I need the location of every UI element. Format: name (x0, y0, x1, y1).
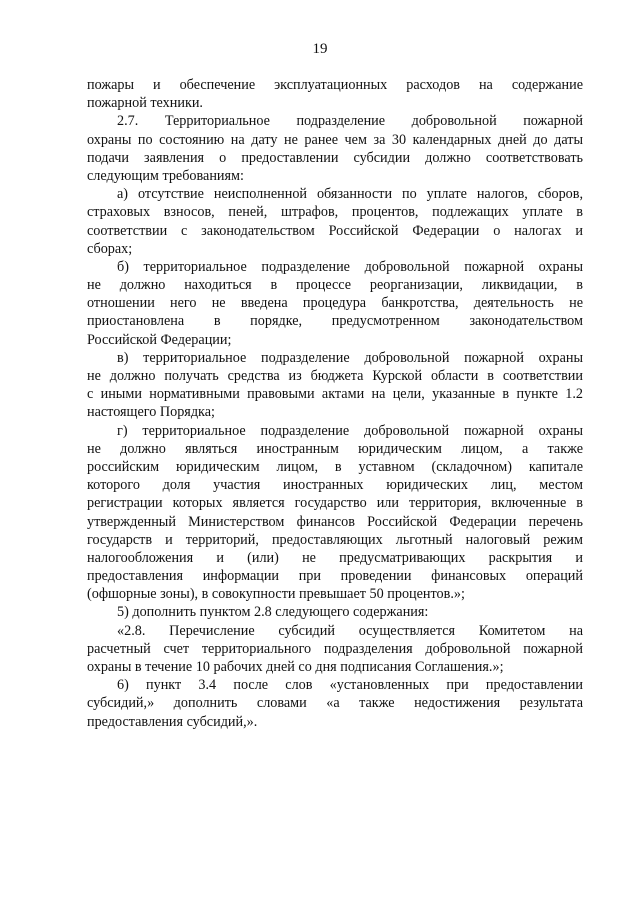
text-line: приостановлена в порядке, предусмотренном законодательством (87, 313, 583, 330)
document-body (87, 76, 583, 731)
text-line: (офшорные зоны), в совокупности превышает 50 процентов.»; (87, 586, 465, 603)
text-line: предоставления информации при проведении финансовых операций (87, 568, 583, 585)
text-line: государств и территорий, предоставляющих льготный налоговый режим (87, 531, 583, 548)
page-number: 19 (312, 41, 328, 57)
text-line: 5) дополнить пунктом 2.8 следующего содержания: (117, 604, 429, 621)
text-line: в) территориальное подразделение добровольной пожарной охраны (117, 349, 583, 366)
text-line: настоящего Порядка; (87, 404, 215, 421)
text-line: пожары и обеспечение эксплуатационных расходов на содержание (87, 77, 583, 93)
text-line: Российской Федерации; (87, 331, 232, 348)
text-line: отношении него не введена процедура банкротства, деятельность не (87, 295, 583, 312)
text-line: не должно являться иностранным юридическим лицом, а также (87, 440, 583, 457)
text-line: сборах; (87, 240, 133, 257)
text-line: налогообложения и (или) не предусматривающих раскрытия и (87, 549, 583, 566)
text-line: российским юридическим лицом, в уставном (складочном) капитале (87, 458, 583, 475)
text-line: регистрации которых является государство или территория, включенные в (87, 495, 583, 512)
text-line: с иными нормативными правовыми актами на цели, указанные в пункте 1.2 (87, 386, 583, 403)
text-line: б) территориальное подразделение добровольной пожарной охраны (117, 258, 583, 275)
text-line: соответствии с законодательством Российской Федерации о налогах и (87, 222, 583, 239)
text-line: 2.7. Территориальное подразделение добровольной пожарной (117, 113, 583, 130)
text-line: 6) пункт 3.4 после слов «установленных при предоставлении (117, 677, 583, 694)
text-line: субсидий,» дополнить словами «а также недостижения результата (87, 695, 583, 712)
text-line: не должно получать средства из бюджета Курской области в соответствии (87, 368, 583, 384)
text-line: «2.8. Перечисление субсидий осуществляется Комитетом на (117, 622, 583, 639)
text-line: г) территориальное подразделение добровольной пожарной охраны (117, 422, 583, 439)
text-line: утвержденный Министерством финансов Российской Федерации перечень (87, 513, 583, 530)
text-line: которого доля участия иностранных юридических лиц, местом (87, 477, 583, 494)
text-line: не должно находиться в процессе реорганизации, ликвидации, в (87, 277, 583, 294)
text-line: расчетный счет территориального подразделения добровольной пожарной (87, 640, 583, 657)
text-line: страховых взносов, пеней, штрафов, процентов, подлежащих уплате в (87, 204, 583, 221)
text-line: предоставления субсидий,». (87, 713, 258, 730)
text-line: охраны по состоянию на дату не ранее чем за 30 календарных дней до даты (87, 131, 583, 148)
text-line: а) отсутствие неисполненной обязанности по уплате налогов, сборов, (117, 186, 583, 203)
text-line: пожарной техники. (87, 95, 203, 112)
text-line: следующим требованиям: (87, 167, 244, 184)
text-line: подачи заявления о предоставлении субсидии должно соответствовать (87, 149, 583, 166)
text-line: охраны в течение 10 рабочих дней со дня подписания Соглашения.»; (87, 659, 504, 675)
